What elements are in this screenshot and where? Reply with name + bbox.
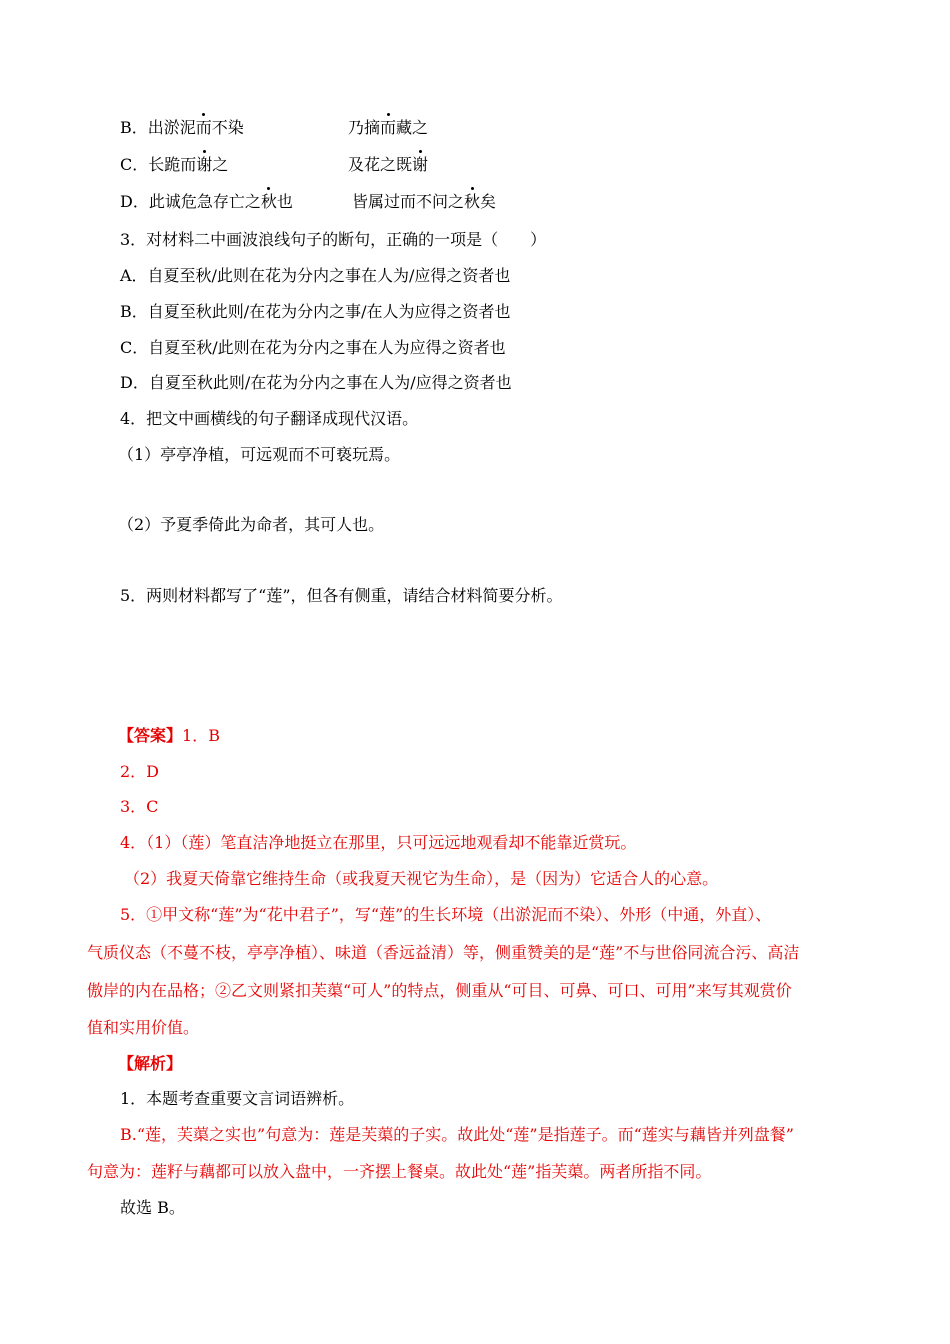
emphasis-char: 谢 [412,155,429,174]
analysis-p1: 1．本题考查重要文言词语辨析。 [120,1089,355,1108]
answer-5-line-3: 傲岸的内在品格；②乙文则紧扣芙蕖“可人”的特点，侧重从“可目、可鼻、可口、可用”来写其观赏价 [87,981,792,1000]
analysis-p3: 故选 B。 [120,1198,185,1217]
answer-4-2: （2）我夏天倚靠它维持生命（或我夏天视它为生命），是（因为）它适合人的心意。 [124,869,719,888]
analysis-p2-line-1: B.“莲，芙蕖之实也”句意为：莲是芙蕖的子实。故此处“莲”是指莲子。而“莲实与藕皆并列盘餐” [120,1125,794,1144]
answer-line-1: 【答案】1．B [118,726,220,745]
option-prev-b-right: 乃摘而藏之 [348,118,429,137]
question-4-stem: 4．把文中画横线的句子翻译成现代汉语。 [120,409,419,428]
answer-5-line-1: 5．①甲文称“莲”为“花中君子”，写“莲”的生长环境（出淤泥而不染）、外形（中通，外直）、 [120,905,772,924]
analysis-p2-line-2: 句意为：莲籽与藕都可以放入盘中，一齐摆上餐桌。故此处“莲”指芙蕖。两者所指不同。 [87,1162,712,1181]
question-3-option-a: A．自夏至秋/此则在花为分内之事在人为/应得之资者也 [120,266,511,285]
emphasis-char: 而 [195,118,212,137]
option-prev-b [120,118,244,138]
answer-2: 2．D [120,762,160,781]
answer-3: 3．C [120,797,159,816]
emphasis-char: 而 [380,118,397,137]
answer-label: 【答案】 [118,726,183,745]
question-3-option-d: D．自夏至秋此则/在花为分内之事在人为/应得之资者也 [120,373,512,392]
answer-5-line-4: 值和实用价值。 [87,1018,200,1037]
question-5-stem: 5．两则材料都写了“莲”，但各有侧重，请结合材料简要分析。 [120,586,563,605]
emphasis-char: 秋 [464,192,481,211]
question-3-option-c: C．自夏至秋/此则在花为分内之事在人为应得之资者也 [120,338,506,357]
answer-4-1: 4．（1）（莲）笔直洁净地挺立在那里，只可远远地观看却不能靠近赏玩。 [120,833,637,852]
option-prev-d: D．此诚危急存亡之秋也 [120,192,293,211]
emphasis-char: 谢 [196,155,213,174]
question-3-option-b: B．自夏至秋此则/在花为分内之事/在人为应得之资者也 [120,302,511,321]
question-4-sub-1: （1）亭亭净植，可远观而不可亵玩焉。 [118,445,401,464]
emphasis-char: 秋 [260,192,277,211]
question-3-stem: 3．对材料二中画波浪线句子的断句，正确的一项是（ ） [120,230,547,249]
option-prev-d-right: 皆属过而不问之秋矣 [352,192,497,211]
option-prev-c: C．长跪而谢之 [120,155,229,174]
analysis-label: 【解析】 [118,1054,183,1073]
option-left: B．出淤泥而不染 [120,118,244,137]
answer-5-line-2: 气质仪态（不蔓不枝，亭亭净植）、味道（香远益清）等，侧重赞美的是“莲”不与世俗同流合污、高洁 [87,943,800,962]
question-4-sub-2: （2）予夏季倚此为命者，其可人也。 [118,515,385,534]
option-prev-c-right: 及花之既谢 [348,155,429,174]
